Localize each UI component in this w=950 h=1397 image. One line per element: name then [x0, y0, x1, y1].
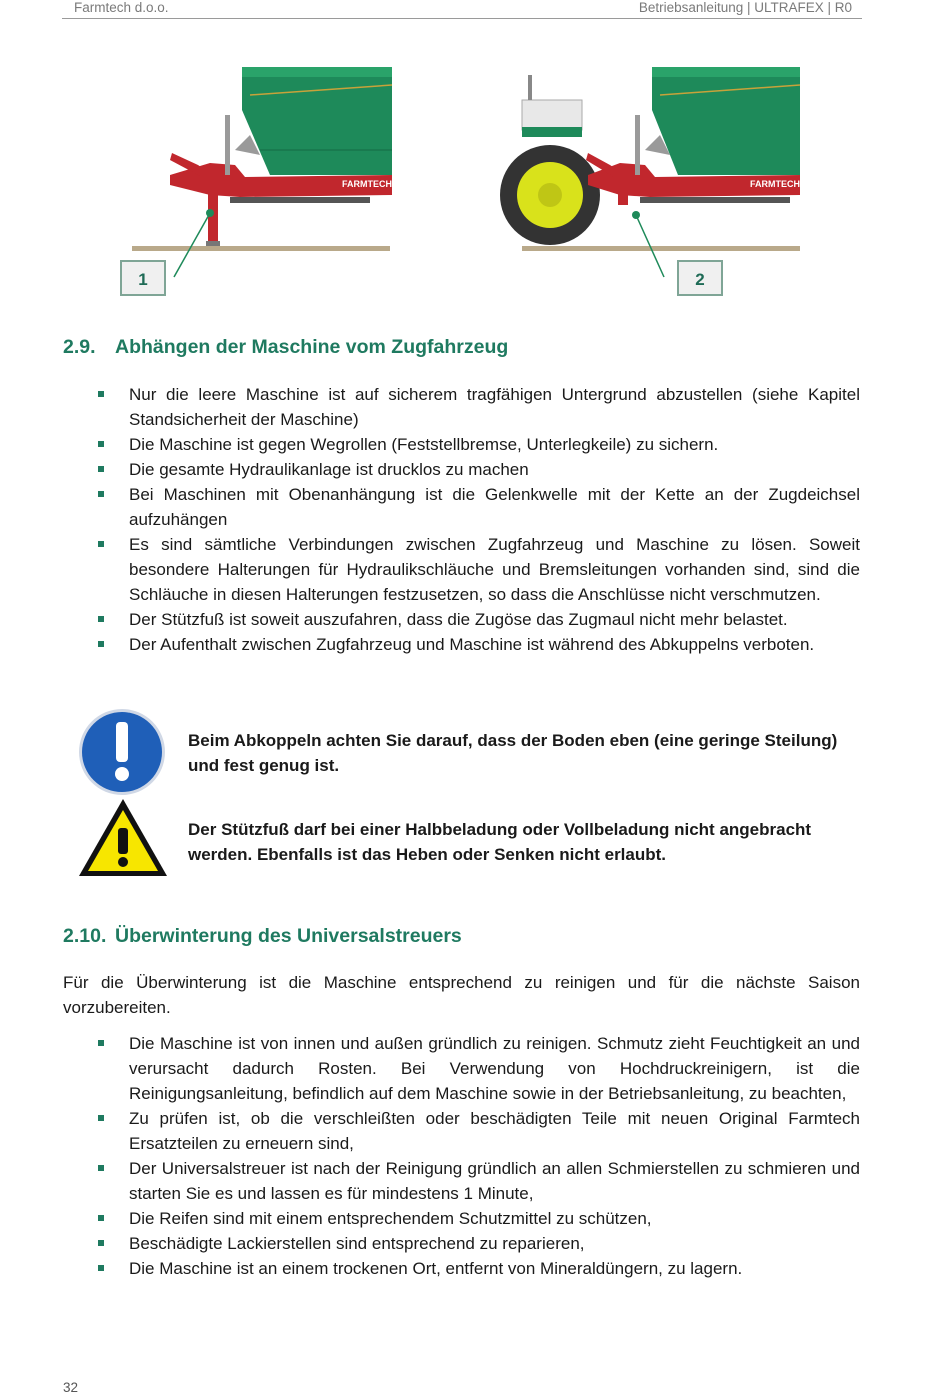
list-item: Die Maschine ist an einem trockenen Ort, entfernt von Mineraldüngern, zu lagern.	[95, 1256, 860, 1281]
winter-intro-paragraph: Für die Überwinterung ist die Maschine entsprechend zu reinigen und für die nächste Saison vorzubereiten.	[63, 973, 860, 1017]
brand-logo-left: FARMTECH	[342, 179, 392, 189]
ground-line-left	[132, 246, 390, 251]
section-number: 2.9.	[63, 336, 96, 358]
list-item: Die Reifen sind mit einem entsprechendem Schutzmittel zu schützen,	[95, 1206, 860, 1231]
right-machine-view	[500, 67, 800, 277]
section-number: 2.10.	[63, 925, 107, 947]
header-company: Farmtech d.o.o.	[74, 0, 169, 15]
list-item: Beschädigte Lackierstellen sind entsprechend zu reparieren,	[95, 1231, 860, 1256]
notice-ground-text: Beim Abkoppeln achten Sie darauf, dass der Boden eben (eine geringe Steilung) und fest genug ist.	[188, 731, 838, 775]
notice-support-leg-text: Der Stützfuß darf bei einer Halbbeladung oder Vollbeladung nicht angebracht werden. Ebenfalls ist das Heben oder Senken nicht erlaubt.	[188, 820, 812, 864]
list-item: Die Maschine ist von innen und außen gründlich zu reinigen. Schmutz zieht Feuchtigkeit an und verursacht dadurch Rosten. Bei Verwendung von Hochdruckreinigern, ist die Reinigungsanleitung, befindlich auf dem Maschine sowie in der Betriebsanleitung, zu beachten,	[95, 1031, 860, 1106]
hitch-illustration	[110, 55, 850, 305]
list-item: Der Aufenthalt zwischen Zugfahrzeug und Maschine ist während des Abkuppelns verboten.	[95, 632, 860, 657]
warning-triangle-icon	[76, 796, 170, 880]
mandatory-info-icon	[78, 708, 166, 796]
list-item: Die Maschine ist gegen Wegrollen (Feststellbremse, Unterlegkeile) zu sichern.	[95, 432, 860, 457]
callout-1: 1	[120, 260, 166, 296]
list-item: Zu prüfen ist, ob die verschleißten oder beschädigten Teile mit neuen Original Farmtech Ersatzteilen zu erneuern sind,	[95, 1106, 860, 1156]
list-item: Der Universalstreuer ist nach der Reinigung gründlich an allen Schmierstellen zu schmieren und starten Sie es und lassen es für mindestens 1 Minute,	[95, 1156, 860, 1206]
list-item: Bei Maschinen mit Obenanhängung ist die Gelenkwelle mit der Kette an der Zugdeichsel aufzuhängen	[95, 482, 860, 532]
list-item: Der Stützfuß ist soweit auszufahren, dass die Zugöse das Zugmaul nicht mehr belastet.	[95, 607, 860, 632]
winter-steps-list	[95, 1031, 860, 1281]
brand-logo-right: FARMTECH	[750, 179, 800, 189]
section-title: Abhängen der Maschine vom Zugfahrzeug	[115, 336, 509, 358]
list-item: Es sind sämtliche Verbindungen zwischen Zugfahrzeug und Maschine zu lösen. Soweit besondere Halterungen für Hydraulikschläuche und Bremsleitungen vorhanden sind, sind die Schläuche in diesen Halterungen festzusetzen, so dass die Anschlüsse nicht verschmutzen.	[95, 532, 860, 607]
list-item: Die gesamte Hydraulikanlage ist drucklos zu machen	[95, 457, 860, 482]
section-heading-2-9	[63, 336, 508, 359]
header-document: Betriebsanleitung | ULTRAFEX | R0	[638, 0, 852, 15]
detach-steps-list	[95, 382, 860, 657]
ground-line-right	[522, 246, 800, 251]
page-number: 32	[63, 1380, 79, 1395]
list-item: Nur die leere Maschine ist auf sicherem tragfähigen Untergrund abzustellen (siehe Kapitel Standsicherheit der Maschine)	[95, 382, 860, 432]
spreader-drawing	[110, 55, 850, 305]
callout-2: 2	[677, 260, 723, 296]
section-title: Überwinterung des Universalstreuers	[115, 925, 462, 947]
page-header	[62, 0, 862, 19]
section-heading-2-10	[63, 925, 462, 948]
left-machine-view	[132, 67, 392, 277]
